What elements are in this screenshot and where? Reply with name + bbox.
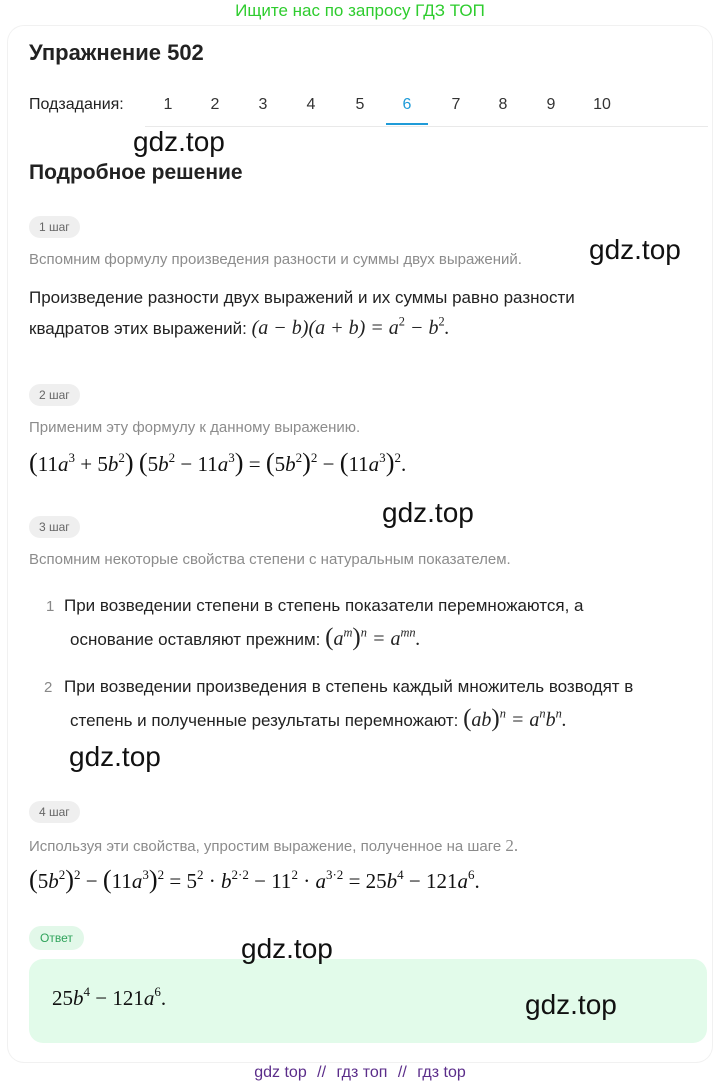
search-banner: Ищите нас по запросу ГДЗ ТОП [235,1,485,20]
step-2-hint: Применим эту формулу к данному выражению. [29,419,361,436]
footer-links [0,1064,720,1082]
tab-subtask-10[interactable]: 10 [593,96,611,113]
step-1-text-line2-wrap [29,313,575,344]
tab-subtask-3[interactable]: 3 [258,96,268,113]
answer-badge: Ответ [29,926,84,950]
property-1 [64,590,704,656]
step-1-text-line1: Произведение разности двух выражений и их суммы равно разности [29,288,575,307]
property-1-number: 1 [46,598,55,615]
property-1-formula: $(a^m)^n = a^{mn}$. [325,624,421,651]
active-tab-indicator [386,123,428,125]
step-4-formula: $(5b^2)^2 - (11a^3)^2 = 5^2 \cdot b^{2\cdot 2} - 11^2 \cdot a^{3\cdot 2} = 25b^4 - 121a^6$. [29,865,480,894]
footer-separator: // [397,1064,407,1081]
step-1-text-line2: квадратов этих выражений: [29,319,247,338]
property-2-line2-wrap [64,703,714,737]
watermark: gdz.top [382,497,474,528]
step-1-hint: Вспомним формулу произведения разности и суммы двух выражений. [29,251,522,268]
subtasks-label: Подзадания: [29,96,124,113]
tab-subtask-7[interactable]: 7 [451,96,461,113]
step-4-hint-wrap [29,836,518,856]
watermark: gdz.top [589,234,681,265]
property-1-line2: основание оставляют прежним: [70,630,321,649]
tab-subtask-8[interactable]: 8 [498,96,508,113]
footer-link-gdz-top-ru[interactable]: гдз топ [336,1064,388,1081]
footer-link-gdz-top-mixed[interactable]: гдз top [417,1064,466,1081]
step-2-badge: 2 шаг [29,384,80,406]
property-2-number: 2 [44,679,53,696]
watermark: gdz.top [133,126,225,157]
tab-subtask-6[interactable]: 6 [402,96,412,113]
solution-heading: Подробное решение [29,161,243,184]
footer-separator: // [317,1064,327,1081]
step-3-hint: Вспомним некоторые свойства степени с натуральным показателем. [29,551,511,568]
property-2-line1: При возведении произведения в степень каждый множитель возводят в [64,677,634,696]
footer-link-gdz-top[interactable]: gdz top [254,1064,307,1081]
property-2 [64,671,714,737]
step-3-badge: 3 шаг [29,516,80,538]
tab-subtask-1[interactable]: 1 [163,96,173,113]
answer-formula: $25b^4 - 121a^6$. [52,983,167,1010]
watermark: gdz.top [241,933,333,964]
page-title: Упражнение 502 [29,40,204,65]
step-1-text [29,282,575,344]
watermark: gdz.top [525,989,617,1020]
property-1-line2-wrap [64,622,704,656]
tab-subtask-9[interactable]: 9 [546,96,556,113]
watermark: gdz.top [69,741,161,772]
tab-subtask-2[interactable]: 2 [210,96,220,113]
subtasks-tabs [145,88,708,127]
step-4-badge: 4 шаг [29,801,80,823]
tab-subtask-5[interactable]: 5 [355,96,365,113]
step-1-formula: $(a - b)(a + b) = a^2 - b^2$. [251,314,450,339]
step-4-hint: Используя эти свойства, упростим выражение, полученное на шаге [29,838,502,855]
step-4-ref: 2. [505,836,519,855]
step-1-badge: 1 шаг [29,216,80,238]
tab-subtask-4[interactable]: 4 [306,96,316,113]
property-2-line2: степень и полученные результаты перемножают: [70,711,459,730]
property-2-formula: $(ab)^n = a^nb^n$. [463,705,567,732]
property-1-line1: При возведении степени в степень показатели перемножаются, а [64,596,584,615]
step-2-formula: $(11a^3 + 5b^2) (5b^2 - 11a^3) = (5b^2)^2 - (11a^3)^2$. [29,448,407,477]
